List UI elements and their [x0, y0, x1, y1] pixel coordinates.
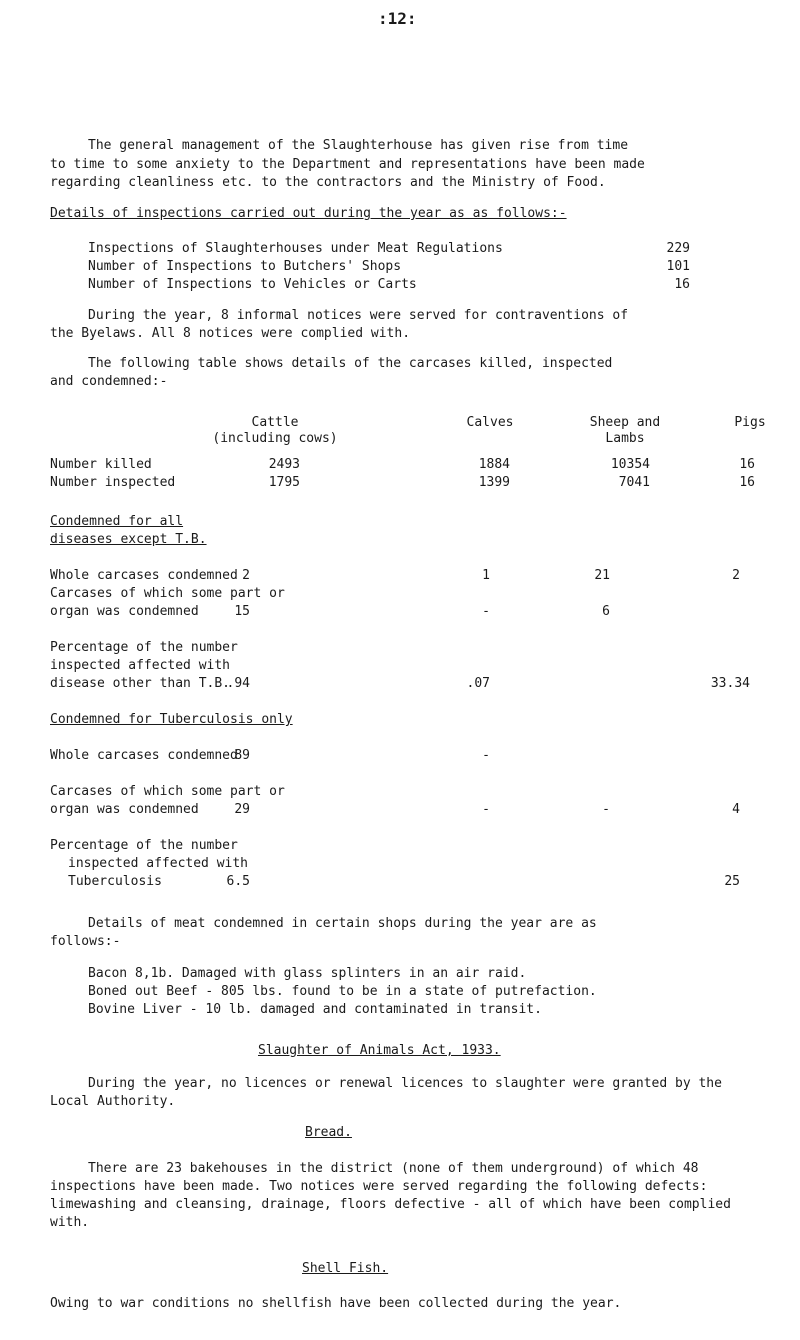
row-label: inspected affected with: [68, 856, 249, 871]
row-label: Percentage of the number: [50, 838, 238, 853]
section-heading: Condemned for all: [50, 514, 184, 529]
cell-sheep: 10354: [610, 457, 650, 472]
inspection-label: Number of Inspections to Butchers' Shops: [88, 259, 402, 274]
cell-sheep: 21: [594, 568, 610, 583]
row-label: inspected affected with: [50, 658, 231, 673]
notices-line: During the year, 8 informal notices were served for contraventions of: [88, 308, 629, 323]
inspection-value: 16: [674, 277, 690, 292]
section-heading: Condemned for Tuberculosis only: [50, 712, 293, 727]
shell-fish-text: Owing to war conditions no shellfish have been collected during the year.: [50, 1296, 622, 1311]
bread-text: There are 23 bakehouses in the district (none of them underground) of which 48 inspections have been made. Two notices were served regarding the following defects: limewashing and cleansing, drainage, floors defective - all of which have been complied with.: [50, 1161, 731, 1230]
meat-details-line: Details of meat condemned in certain shops during the year are as: [88, 916, 597, 931]
col-header-cattle: Cattle: [251, 415, 299, 430]
col-header-cattle-sub: (including cows): [212, 431, 338, 446]
page-number: :12:: [378, 9, 417, 28]
inspection-label: Inspections of Slaughterhouses under Meat Regulations: [88, 241, 503, 256]
row-label: Whole carcases condemned: [50, 568, 238, 583]
meat-item: Boned out Beef - 805 lbs. found to be in a state of putrefaction.: [88, 984, 597, 999]
inspection-label: Number of Inspections to Vehicles or Carts: [88, 277, 417, 292]
intro-line: regarding cleanliness etc. to the contractors and the Ministry of Food.: [50, 175, 606, 190]
col-header-sheep-sub: Lambs: [605, 431, 645, 446]
row-label: Carcases of which some part or: [50, 784, 285, 799]
inspection-value: 229: [666, 241, 690, 256]
slaughter-act-text: During the year, no licences or renewal licences to slaughter were granted by the Local Authority.: [50, 1076, 722, 1109]
row-label: Whole carcases condemned: [50, 748, 238, 763]
row-label: Carcases of which some part or: [50, 586, 285, 601]
cell-cattle: 2493: [268, 457, 300, 472]
row-label: organ was condemned: [50, 802, 199, 817]
cell-cattle: 89: [234, 748, 250, 763]
col-header-calves: Calves: [466, 415, 514, 430]
cell-sheep: 7041: [618, 475, 650, 490]
row-label: Number killed: [50, 457, 152, 472]
cell-pigs: 25: [724, 874, 740, 889]
shell-fish-heading: Shell Fish.: [302, 1261, 389, 1276]
inspection-value: 101: [666, 259, 690, 274]
bread-heading: Bread.: [305, 1125, 352, 1140]
cell-sheep: -: [602, 802, 610, 817]
cell-pigs: 16: [739, 475, 755, 490]
inspections-heading: Details of inspections carried out during the year as as follows:-: [50, 206, 567, 221]
cell-calves: 1884: [478, 457, 510, 472]
cell-cattle: 1795: [268, 475, 300, 490]
cell-calves: -: [482, 748, 490, 763]
row-label: disease other than T.B.: [50, 676, 231, 691]
row-label: Percentage of the number: [50, 640, 238, 655]
col-header-sheep: Sheep and: [589, 415, 661, 430]
cell-cattle: 15: [234, 604, 250, 619]
meat-item: Bovine Liver - 10 lb. damaged and contaminated in transit.: [88, 1002, 542, 1017]
intro-line: The general management of the Slaughterhouse has given rise from time: [88, 138, 629, 153]
row-label: organ was condemned: [50, 604, 199, 619]
cell-pigs: 4: [732, 802, 740, 817]
cell-pigs: 33.34: [710, 676, 750, 691]
col-header-pigs: Pigs: [734, 415, 766, 430]
notices-line: the Byelaws. All 8 notices were complied with.: [50, 326, 411, 341]
cell-cattle: 29: [234, 802, 250, 817]
cell-pigs: 16: [739, 457, 755, 472]
row-label: Number inspected: [50, 475, 176, 490]
row-label: Tuberculosis: [68, 874, 162, 889]
section-heading: diseases except T.B.: [50, 532, 207, 547]
slaughter-act-heading: Slaughter of Animals Act, 1933.: [258, 1043, 501, 1058]
cell-cattle: .94: [226, 676, 250, 691]
cell-cattle: 2: [242, 568, 250, 583]
table-intro-line: The following table shows details of the carcases killed, inspected: [88, 356, 613, 371]
cell-sheep: 6: [602, 604, 610, 619]
cell-calves: .07: [466, 676, 490, 691]
meat-details-line: follows:-: [50, 934, 121, 949]
cell-calves: 1: [482, 568, 490, 583]
cell-cattle: 6.5: [226, 874, 250, 889]
cell-calves: -: [482, 604, 490, 619]
cell-calves: -: [482, 802, 490, 817]
intro-line: to time to some anxiety to the Department and representations have been made: [50, 157, 645, 172]
cell-calves: 1399: [478, 475, 510, 490]
table-intro-line: and condemned:-: [50, 374, 168, 389]
cell-pigs: 2: [732, 568, 740, 583]
meat-item: Bacon 8,1b. Damaged with glass splinters in an air raid.: [88, 966, 527, 981]
